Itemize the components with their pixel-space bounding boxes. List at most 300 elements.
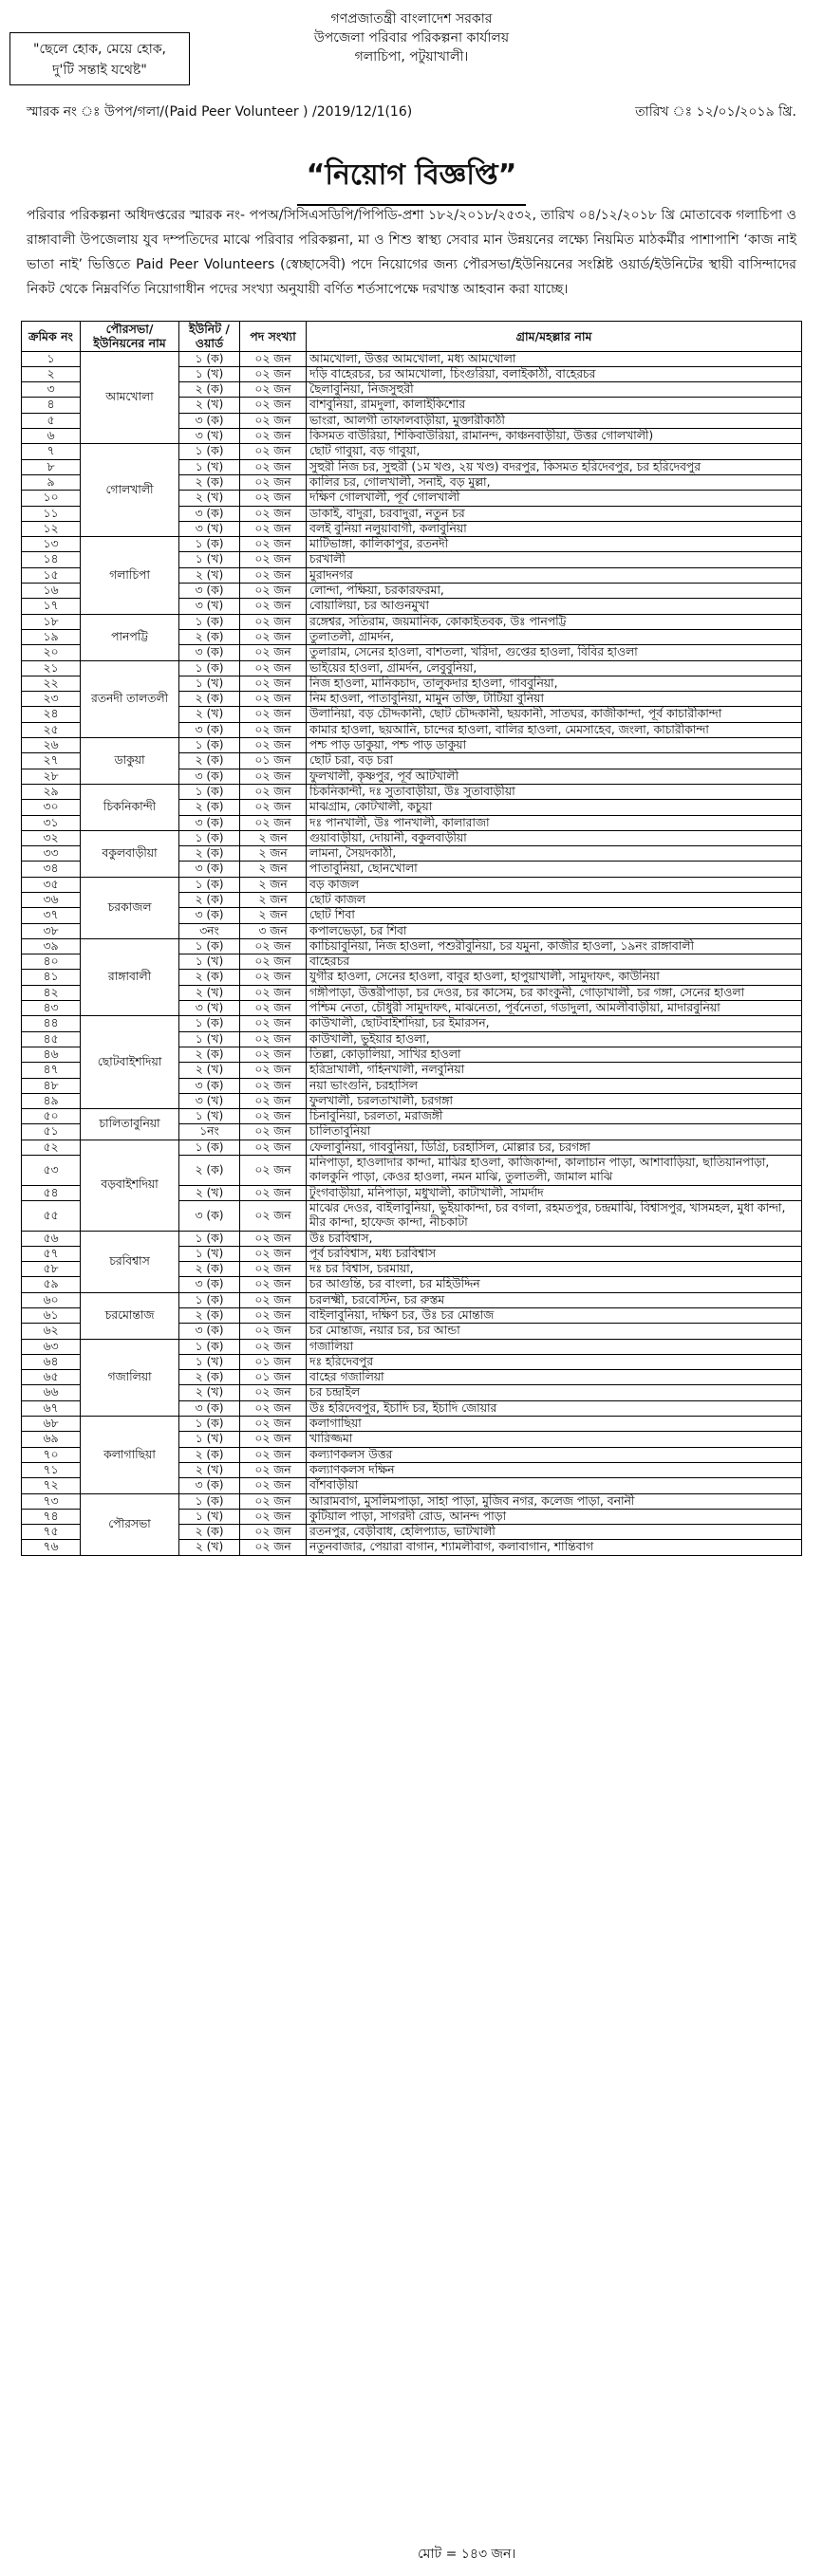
posts-cell: ০২ জন: [240, 552, 307, 567]
serial-cell: ১২: [22, 521, 81, 536]
table-row: [22, 1292, 802, 1307]
posts-cell: ০২ জন: [240, 645, 307, 660]
table-header-row: [22, 322, 802, 352]
serial-cell: ৩৫: [22, 877, 81, 892]
serial-cell: ১০: [22, 491, 81, 506]
villages-cell: ছোট চরা, বড় চরা: [307, 753, 802, 769]
posts-cell: ০১ জন: [240, 1354, 307, 1369]
posts-cell: ০২ জন: [240, 444, 307, 459]
villages-cell: পশ্চিম নেতা, চৌধুরী সামুদাফৎ, মাঝনেতা, পূর্বনেতা, গডাদুলা, আমলীবাড়ীয়া, মাদারবুনিয়া: [307, 1001, 802, 1016]
posts-cell: ২ জন: [240, 830, 307, 845]
villages-cell: মনিপাড়া, হাওলাদার কান্দা, মাঝির হাওলা, কাজিকান্দা, কালাচান পাড়া, আশাবাড়িয়া, ছাতিয়ানপাড়া, কালকুনি পাড়া, কেওর হাওলা, নমন মাঝি, তুলাতলী, জামাল মাঝি: [307, 1156, 802, 1186]
villages-cell: দঃ পানখালী, উঃ পানখালী, কালারাজা: [307, 815, 802, 830]
serial-cell: ৬৪: [22, 1354, 81, 1369]
header-union: পৌরসভা/ ইউনিয়নের নাম: [81, 322, 179, 352]
villages-cell: তুলাতলী, গ্রামর্দন,: [307, 629, 802, 644]
villages-cell: চরলক্ষ্মী, চরবেস্টিন, চর রুস্তম: [307, 1292, 802, 1307]
villages-cell: কাউখালী, ছোটবাইশদিয়া, চর ইমারসন,: [307, 1016, 802, 1031]
unit-cell: ৩ (ক): [179, 413, 240, 428]
unit-cell: ১ (ক): [179, 444, 240, 459]
unit-cell: ৩ (ক): [179, 722, 240, 737]
villages-cell: দক্ষিণ গোলখালী, পূর্ব গোলখালী: [307, 491, 802, 506]
unit-cell: ৩ (ক): [179, 769, 240, 784]
serial-cell: ৪৬: [22, 1047, 81, 1062]
unit-cell: ১ (খ): [179, 552, 240, 567]
posts-cell: ০২ জন: [240, 584, 307, 599]
villages-cell: তিল্লা, কোড়ালিয়া, সাখির হাওলা: [307, 1047, 802, 1062]
serial-cell: ৪৪: [22, 1016, 81, 1031]
villages-cell: রতনপুর, বেড়ীবাধ, হেলিপ্যাড, ভাটখালী: [307, 1525, 802, 1540]
posts-cell: ০২ জন: [240, 660, 307, 676]
serial-cell: ৬২: [22, 1324, 81, 1339]
posts-cell: ০২ জন: [240, 351, 307, 366]
villages-cell: বড় কাজল: [307, 877, 802, 892]
posts-cell: ০২ জন: [240, 1478, 307, 1493]
table-row: [22, 830, 802, 845]
unit-cell: ১ (খ): [179, 1031, 240, 1047]
villages-cell: দড়ি বাহেরচর, চর আমখোলা, চিংগুরিয়া, বলাইকাঠী, বাহেরচর: [307, 366, 802, 381]
unit-cell: ২ (খ): [179, 398, 240, 413]
villages-cell: বলই বুনিয়া নলুয়াবাগী, কলাবুনিয়া: [307, 521, 802, 536]
posts-cell: ০২ জন: [240, 1031, 307, 1047]
villages-cell: মাটিভাঙ্গা, কালিকাপুর, রতনদী: [307, 537, 802, 552]
unit-cell: ১ (ক): [179, 1339, 240, 1354]
header-unit: ইউনিট /ওয়ার্ড: [179, 322, 240, 352]
serial-cell: ৭৩: [22, 1493, 81, 1509]
unit-cell: ১ (ক): [179, 351, 240, 366]
unit-cell: ১ (ক): [179, 1016, 240, 1031]
unit-cell: ২ (খ): [179, 1540, 240, 1555]
memo-date: তারিখ ঃ ১২/০১/২০১৯ খ্রি.: [635, 104, 796, 120]
villages-cell: বাইলাবুনিয়া, দক্ষিণ চর, উঃ চর মোন্তাজ: [307, 1308, 802, 1324]
table-row: [22, 1493, 802, 1509]
unit-cell: ২ (ক): [179, 1308, 240, 1324]
villages-cell: উঃ হরিদেবপুর, ইচাদি চর, ইচাদি জোয়ার: [307, 1400, 802, 1416]
unit-cell: ২ (খ): [179, 1462, 240, 1477]
villages-cell: কলাগাছিয়া: [307, 1417, 802, 1432]
villages-cell: আরামবাগ, মুসলিমপাড়া, সাহা পাড়া, মুজিব নগর, কলেজ পাড়া, বনানী: [307, 1493, 802, 1509]
villages-cell: ফুলখালী, চরলতাখালী, চরগঙ্গা: [307, 1093, 802, 1108]
serial-cell: ৬৭: [22, 1400, 81, 1416]
villages-cell: কামার হাওলা, ছয়আনি, চান্দের হাওলা, বালির হাওলা, মেমসাহেব, জংলা, কাচারীকান্দা: [307, 722, 802, 737]
serial-cell: ৬: [22, 429, 81, 444]
table-row: [22, 938, 802, 954]
villages-cell: কুটিয়াল পাড়া, সাগরদী রোড, আনন্দ পাড়া: [307, 1509, 802, 1524]
union-cell: চালিতাবুনিয়া: [81, 1109, 179, 1140]
villages-cell: মুরাদনগর: [307, 567, 802, 583]
union-cell: রতনদী তালতলী: [81, 660, 179, 737]
villages-cell: পশ্চ পাড় ডাকুয়া, পশ্চ পাড় ডাকুয়া: [307, 738, 802, 753]
serial-cell: ৪৮: [22, 1078, 81, 1093]
serial-cell: ৪: [22, 398, 81, 413]
posts-cell: ০২ জন: [240, 1140, 307, 1155]
table-row: [22, 537, 802, 552]
villages-cell: কল্যাণকলস দক্ষিন: [307, 1462, 802, 1477]
serial-cell: ৭০: [22, 1447, 81, 1462]
posts-cell: ০২ জন: [240, 1417, 307, 1432]
posts-cell: ০২ জন: [240, 1200, 307, 1231]
serial-cell: ৩৭: [22, 908, 81, 923]
serial-cell: ৪৯: [22, 1093, 81, 1108]
posts-cell: ০২ জন: [240, 474, 307, 490]
unit-cell: ১ (ক): [179, 938, 240, 954]
unit-cell: ২ (খ): [179, 985, 240, 1000]
serial-cell: ১৯: [22, 629, 81, 644]
unit-cell: ৩ (খ): [179, 599, 240, 614]
posts-cell: ০২ জন: [240, 599, 307, 614]
villages-cell: কাউখালী, ভুইয়ার হাওলা,: [307, 1031, 802, 1047]
unit-cell: ৩ (ক): [179, 862, 240, 877]
villages-cell: ছোট গাবুয়া, বড় গাবুয়া,: [307, 444, 802, 459]
villages-cell: বোয়ালিয়া, চর আগুনমুখা: [307, 599, 802, 614]
table-row: [22, 1140, 802, 1155]
unit-cell: ২ (ক): [179, 892, 240, 907]
villages-cell: আমখোলা, উত্তর আমখোলা, মধ্য আমখোলা: [307, 351, 802, 366]
serial-cell: ৫২: [22, 1140, 81, 1155]
unit-cell: ৩ (ক): [179, 1078, 240, 1093]
villages-cell: কাচিয়াবুনিয়া, নিজ হাওলা, পশুরীবুনিয়া, চর যমুনা, কাজীর হাওলা, ১৯নং রাঙ্গাবালী: [307, 938, 802, 954]
table-row: [22, 351, 802, 366]
posts-cell: ০২ জন: [240, 1525, 307, 1540]
villages-cell: গঙ্গীপাড়া, উত্তরীপাড়া, চর দেওর, চর কাসেম, চর কাংকুনী, গোড়াখালী, চর গঙ্গা, সেনের হাওলা: [307, 985, 802, 1000]
villages-cell: কিসমত বাউরিয়া, শিকিবাউরিয়া, রামানন্দ, কাঞ্চনবাড়ীয়া, উত্তর গোলখালী): [307, 429, 802, 444]
union-cell: কলাগাছিয়া: [81, 1417, 179, 1493]
unit-cell: ২ (ক): [179, 846, 240, 862]
villages-cell: নয়া ভাংগুনি, চরহাসিল: [307, 1078, 802, 1093]
unit-cell: ৩ (খ): [179, 1093, 240, 1108]
posts-cell: ০২ জন: [240, 614, 307, 629]
unit-cell: ২ (ক): [179, 692, 240, 707]
serial-cell: ১: [22, 351, 81, 366]
posts-cell: ০২ জন: [240, 784, 307, 799]
serial-cell: ৫৫: [22, 1200, 81, 1231]
slogan-line-2: দু'টি সন্তাই যথেষ্ট": [52, 63, 147, 78]
villages-cell: বাহের গজালিয়া: [307, 1370, 802, 1385]
posts-cell: ০২ জন: [240, 985, 307, 1000]
villages-cell: লামনা, সৈয়দকাঠী,: [307, 846, 802, 862]
unit-cell: ৩ (খ): [179, 1001, 240, 1016]
unit-cell: ১ (খ): [179, 1354, 240, 1369]
villages-cell: নিম হাওলা, পাতাবুনিয়া, মামুন তক্তি, টাটিয়া বুনিয়া: [307, 692, 802, 707]
unit-cell: ১ (ক): [179, 660, 240, 676]
villages-cell: তুলারাম, সেনের হাওলা, বাশতলা, খরিদা, গুপ্তের হাওলা, বিবির হাওলা: [307, 645, 802, 660]
villages-cell: নিজ হাওলা, মানিকচাদ, তালুকদার হাওলা, গাববুনিয়া,: [307, 676, 802, 691]
posts-cell: ২ জন: [240, 862, 307, 877]
unit-cell: ১ (ক): [179, 877, 240, 892]
union-cell: পানপট্টি: [81, 614, 179, 660]
villages-cell: বাশবুনিয়া, রামদুলা, কালাইকিশোর: [307, 398, 802, 413]
villages-cell: পূর্ব চরবিশ্বাস, মধ্য চরবিশ্বাস: [307, 1246, 802, 1261]
posts-cell: ০২ জন: [240, 1185, 307, 1200]
union-cell: আমখোলা: [81, 351, 179, 444]
villages-cell: ছৈলাবুনিয়া, নিজসুহুরী: [307, 382, 802, 398]
unit-cell: ৩ (ক): [179, 1277, 240, 1292]
union-cell: ডাকুয়া: [81, 738, 179, 785]
posts-cell: ০২ জন: [240, 521, 307, 536]
posts-cell: ০২ জন: [240, 1509, 307, 1524]
serial-cell: ৫০: [22, 1109, 81, 1124]
posts-cell: ২ জন: [240, 877, 307, 892]
table-row: [22, 660, 802, 676]
office-location: গলাচিপা, পটুয়াখালী।: [354, 49, 469, 65]
villages-cell: খারিজ্জমা: [307, 1432, 802, 1447]
union-cell: চরমোন্তাজ: [81, 1292, 179, 1339]
unit-cell: ৩ (ক): [179, 1478, 240, 1493]
serial-cell: ৫৪: [22, 1185, 81, 1200]
villages-cell: উঃ চরবিশ্বাস,: [307, 1231, 802, 1246]
posts-cell: ০২ জন: [240, 676, 307, 691]
serial-cell: ৭৪: [22, 1509, 81, 1524]
villages-cell: ফেলাবুনিয়া, গাববুনিয়া, ডিগ্রি, চরহাসিল, মোল্লার চর, চরগঙ্গা: [307, 1140, 802, 1155]
serial-cell: ৭২: [22, 1478, 81, 1493]
villages-cell: গুয়াবাড়ীয়া, দোয়ানী, বকুলবাড়ীয়া: [307, 830, 802, 845]
villages-cell: লোন্দা, পক্ষিয়া, চরকারফরমা,: [307, 584, 802, 599]
government-name: গণপ্রজাতন্ত্রী বাংলাদেশ সরকার: [330, 11, 493, 27]
unit-cell: ৩ (ক): [179, 1400, 240, 1416]
villages-cell: দঃ হরিদেবপুর: [307, 1354, 802, 1369]
unit-cell: ২ (ক): [179, 629, 240, 644]
serial-cell: ৩০: [22, 800, 81, 815]
serial-cell: ৫৯: [22, 1277, 81, 1292]
villages-cell: দঃ চর বিশ্বাস, চরমায়া,: [307, 1262, 802, 1277]
serial-cell: ২৪: [22, 707, 81, 722]
serial-cell: ২০: [22, 645, 81, 660]
union-cell: বকুলবাড়ীয়া: [81, 830, 179, 877]
serial-cell: ৪৫: [22, 1031, 81, 1047]
posts-cell: ২ জন: [240, 846, 307, 862]
serial-cell: ৬১: [22, 1308, 81, 1324]
serial-cell: ৫১: [22, 1124, 81, 1140]
posts-cell: ৩ জন: [240, 923, 307, 938]
serial-cell: ১৮: [22, 614, 81, 629]
table-row: [22, 1016, 802, 1031]
unit-cell: ৩ (ক): [179, 645, 240, 660]
posts-cell: ০২ জন: [240, 1156, 307, 1186]
posts-cell: ০২ জন: [240, 1308, 307, 1324]
serial-cell: ৪০: [22, 954, 81, 970]
posts-cell: ০২ জন: [240, 491, 307, 506]
serial-cell: ৩৩: [22, 846, 81, 862]
serial-cell: ৩৬: [22, 892, 81, 907]
posts-cell: ০২ জন: [240, 506, 307, 521]
total-posts: মোট = ১৪৩ জন।: [418, 2547, 516, 2562]
posts-cell: ০২ জন: [240, 1001, 307, 1016]
table-row: [22, 784, 802, 799]
posts-cell: ২ জন: [240, 908, 307, 923]
serial-cell: ৭: [22, 444, 81, 459]
unit-cell: ২ (ক): [179, 1156, 240, 1186]
villages-cell: উলানিয়া, বড় চৌদ্দকানী, ছোট চৌদ্দকানী, ছয়কানী, সাতঘর, কাজীকান্দা, পূর্ব কাচারীকান্দা: [307, 707, 802, 722]
unit-cell: ১ (ক): [179, 1292, 240, 1307]
serial-cell: ২৯: [22, 784, 81, 799]
villages-cell: গজালিয়া: [307, 1339, 802, 1354]
serial-cell: ৭৬: [22, 1540, 81, 1555]
serial-cell: ৬৯: [22, 1432, 81, 1447]
posts-cell: ০২ জন: [240, 1277, 307, 1292]
unit-cell: ১ (খ): [179, 1509, 240, 1524]
villages-cell: কপালভেড়া, চর শিবা: [307, 923, 802, 938]
unit-cell: ২ (খ): [179, 567, 240, 583]
posts-cell: ০২ জন: [240, 1462, 307, 1477]
posts-cell: ০২ জন: [240, 970, 307, 985]
union-cell: গোলখালী: [81, 444, 179, 537]
table-row: [22, 444, 802, 459]
table-row: [22, 1417, 802, 1432]
unit-cell: ২ (খ): [179, 707, 240, 722]
villages-cell: কল্যাণকলস উত্তর: [307, 1447, 802, 1462]
unit-cell: ১ (ক): [179, 1231, 240, 1246]
header-posts: পদ সংখ্যা: [240, 322, 307, 352]
table-row: [22, 877, 802, 892]
posts-cell: ০২ জন: [240, 1292, 307, 1307]
office-name: উপজেলা পরিবার পরিকল্পনা কার্যালয়: [313, 30, 510, 46]
posts-cell: ০২ জন: [240, 1432, 307, 1447]
villages-cell: হরিদ্রাখালী, গহিনখালী, নলবুনিয়া: [307, 1063, 802, 1078]
unit-cell: ৩ (ক): [179, 584, 240, 599]
unit-cell: ১ (ক): [179, 738, 240, 753]
table-body: [22, 351, 802, 1555]
villages-cell: ভাইয়ের হাওলা, গ্রামর্দন, লেবুবুনিয়া,: [307, 660, 802, 676]
serial-cell: ৮: [22, 459, 81, 474]
unit-cell: ১ (ক): [179, 614, 240, 629]
posts-cell: ০২ জন: [240, 537, 307, 552]
posts-cell: ২ জন: [240, 892, 307, 907]
posts-cell: ০২ জন: [240, 1540, 307, 1555]
posts-cell: ০২ জন: [240, 707, 307, 722]
serial-cell: ৪১: [22, 970, 81, 985]
serial-cell: ৭১: [22, 1462, 81, 1477]
posts-cell: ০২ জন: [240, 366, 307, 381]
villages-cell: চর মোন্তাজ, নয়ার চর, চর আন্ডা: [307, 1324, 802, 1339]
unit-cell: ১ (খ): [179, 459, 240, 474]
unit-cell: ১ (ক): [179, 1493, 240, 1509]
posts-cell: ০২ জন: [240, 738, 307, 753]
posts-cell: ০২ জন: [240, 1093, 307, 1108]
unit-cell: ৩ (ক): [179, 1200, 240, 1231]
unit-cell: ১ (খ): [179, 1109, 240, 1124]
unit-cell: ২ (ক): [179, 800, 240, 815]
villages-cell: চর চন্দ্রাইল: [307, 1385, 802, 1400]
posts-cell: ০২ জন: [240, 1047, 307, 1062]
unit-cell: ৩ (ক): [179, 908, 240, 923]
serial-cell: ১৫: [22, 567, 81, 583]
posts-cell: ০২ জন: [240, 1324, 307, 1339]
unit-cell: ১নং: [179, 1124, 240, 1140]
memo-row: [27, 101, 796, 123]
serial-cell: ৫৭: [22, 1246, 81, 1261]
unit-cell: ১ (খ): [179, 676, 240, 691]
union-cell: ছোটবাইশদিয়া: [81, 1016, 179, 1109]
serial-cell: ২৭: [22, 753, 81, 769]
unit-cell: ১ (খ): [179, 954, 240, 970]
villages-cell: চিনাবুনিয়া, চরলতা, মরাজঙ্গী: [307, 1109, 802, 1124]
serial-cell: ২৬: [22, 738, 81, 753]
posts-cell: ০২ জন: [240, 954, 307, 970]
posts-cell: ০২ জন: [240, 382, 307, 398]
serial-cell: ১৭: [22, 599, 81, 614]
unit-cell: ২ (খ): [179, 491, 240, 506]
serial-cell: ৫৩: [22, 1156, 81, 1186]
notice-title: “নিয়োগ বিজ্ঞপ্তি”: [297, 152, 527, 206]
title-wrap: [0, 152, 823, 206]
posts-cell: ০২ জন: [240, 938, 307, 954]
villages-cell: ছোট কাজল: [307, 892, 802, 907]
posts-cell: ০২ জন: [240, 567, 307, 583]
unit-cell: ২ (খ): [179, 1185, 240, 1200]
posts-cell: ০২ জন: [240, 769, 307, 784]
posts-cell: ০২ জন: [240, 1493, 307, 1509]
posts-cell: ০২ জন: [240, 692, 307, 707]
unit-cell: ২ (ক): [179, 970, 240, 985]
villages-cell: টুংগবাড়ীয়া, মনিপাড়া, মধুখালী, কাটাখালী, সামর্দাদ: [307, 1185, 802, 1200]
villages-cell: পাতাবুনিয়া, ছোনখোলা: [307, 862, 802, 877]
posts-table: [21, 321, 802, 1556]
serial-cell: ৭৫: [22, 1525, 81, 1540]
unit-cell: ৩ (খ): [179, 521, 240, 536]
villages-cell: রঙ্গেশ্বর, সতিরাম, জয়মানিক, কোকাইতবক, উঃ পানপট্টি: [307, 614, 802, 629]
serial-cell: ৬৩: [22, 1339, 81, 1354]
serial-cell: ৫: [22, 413, 81, 428]
unit-cell: ২ (ক): [179, 1262, 240, 1277]
serial-cell: ২৫: [22, 722, 81, 737]
unit-cell: ১ (খ): [179, 1246, 240, 1261]
serial-cell: ৪৭: [22, 1063, 81, 1078]
serial-cell: ৩৯: [22, 938, 81, 954]
union-cell: পৌরসভা: [81, 1493, 179, 1555]
serial-cell: ৬৫: [22, 1370, 81, 1385]
serial-cell: ৪৩: [22, 1001, 81, 1016]
posts-cell: ০২ জন: [240, 1385, 307, 1400]
villages-cell: বাঁশবাড়ীয়া: [307, 1478, 802, 1493]
villages-cell: সুহুরী নিজ চর, সুহুরী (১ম খণ্ড, ২য় খণ্ড) বদরপুর, কিসমত হরিদেবপুর, চর হরিদেবপুর: [307, 459, 802, 474]
villages-cell: চালিতাবুনিয়া: [307, 1124, 802, 1140]
unit-cell: ১ (খ): [179, 366, 240, 381]
slogan-line-1: "ছেলে হোক, মেয়ে হোক,: [32, 42, 167, 57]
serial-cell: ১১: [22, 506, 81, 521]
notice-paragraph: পরিবার পরিকল্পনা অধিদপ্তরের স্মারক নং- পপঅ/সিসিএসডিপি/পিপিডি-প্রশা ১৮২/২০১৮/২৫৩২, তারিখ ০৪/১২/২০১৮ খ্রি মোতাবেক গলাচিপা ও রাঙ্গাবালী উপজেলায় যুব দম্পতিদের মাঝে পরিবার পরিকল্পনা, মা ও শিশু স্বাস্থ্য সেবার মান উন্নয়নের লক্ষ্যে নিয়মিত মাঠকর্মীর পাশাপাশি ‘কাজ নাই ভাতা নাই’ ভিত্তিতে Paid Peer Volunteers (স্বেচ্ছাসেবী) পদে নিয়োগের জন্য পৌরসভা/ইউনিয়নের সংশ্লিষ্ট ওয়ার্ড/ইউনিটের স্থায়ী বাসিন্দাদের নিকট থেকে নিম্নবর্ণিত নিয়োগাধীন পদের সংখ্যা অনুযায়ী বর্ণিত শর্তসাপেক্ষে দরখাস্ত আহবান করা যাচ্ছে।: [27, 208, 796, 297]
posts-cell: ০২ জন: [240, 1124, 307, 1140]
unit-cell: ২ (ক): [179, 1370, 240, 1385]
unit-cell: ২ (ক): [179, 474, 240, 490]
villages-cell: চিকনিকান্দী, দঃ সুতাবাড়ীয়া, উঃ সুতাবাড়ীয়া: [307, 784, 802, 799]
villages-cell: ছোট শিবা: [307, 908, 802, 923]
villages-cell: মাঝের দেওর, বাইলাবুনিয়া, ভুইয়াকান্দা, চর বগলা, রহমতপুর, চন্দ্রমাঝি, বিশ্বাসপুর, খাসমহল, মুধা কান্দা, মীর কান্দা, হাফেজ কান্দা, নীচকাটা: [307, 1200, 802, 1231]
posts-cell: ০২ জন: [240, 398, 307, 413]
serial-cell: ২৩: [22, 692, 81, 707]
union-cell: চরবিশ্বাস: [81, 1231, 179, 1292]
serial-cell: ২: [22, 366, 81, 381]
unit-cell: ৩ (খ): [179, 429, 240, 444]
serial-cell: ৩৪: [22, 862, 81, 877]
posts-cell: ০২ জন: [240, 1447, 307, 1462]
union-cell: গলাচিপা: [81, 537, 179, 614]
serial-cell: ২২: [22, 676, 81, 691]
unit-cell: ২ (ক): [179, 753, 240, 769]
unit-cell: ১ (ক): [179, 537, 240, 552]
unit-cell: ২ (ক): [179, 1447, 240, 1462]
villages-cell: চরখালী: [307, 552, 802, 567]
posts-cell: ০২ জন: [240, 1246, 307, 1261]
posts-cell: ০২ জন: [240, 459, 307, 474]
unit-cell: ১ (ক): [179, 830, 240, 845]
villages-cell: চর আগুন্তি, চর বাংলা, চর মহিউদ্দিন: [307, 1277, 802, 1292]
villages-cell: মাঝগ্রাম, কোটখালী, কচুয়া: [307, 800, 802, 815]
unit-cell: ৩ (ক): [179, 1324, 240, 1339]
serial-cell: ১৬: [22, 584, 81, 599]
union-cell: রাঙ্গাবালী: [81, 938, 179, 1015]
serial-cell: ২৮: [22, 769, 81, 784]
unit-cell: ১ (ক): [179, 1417, 240, 1432]
